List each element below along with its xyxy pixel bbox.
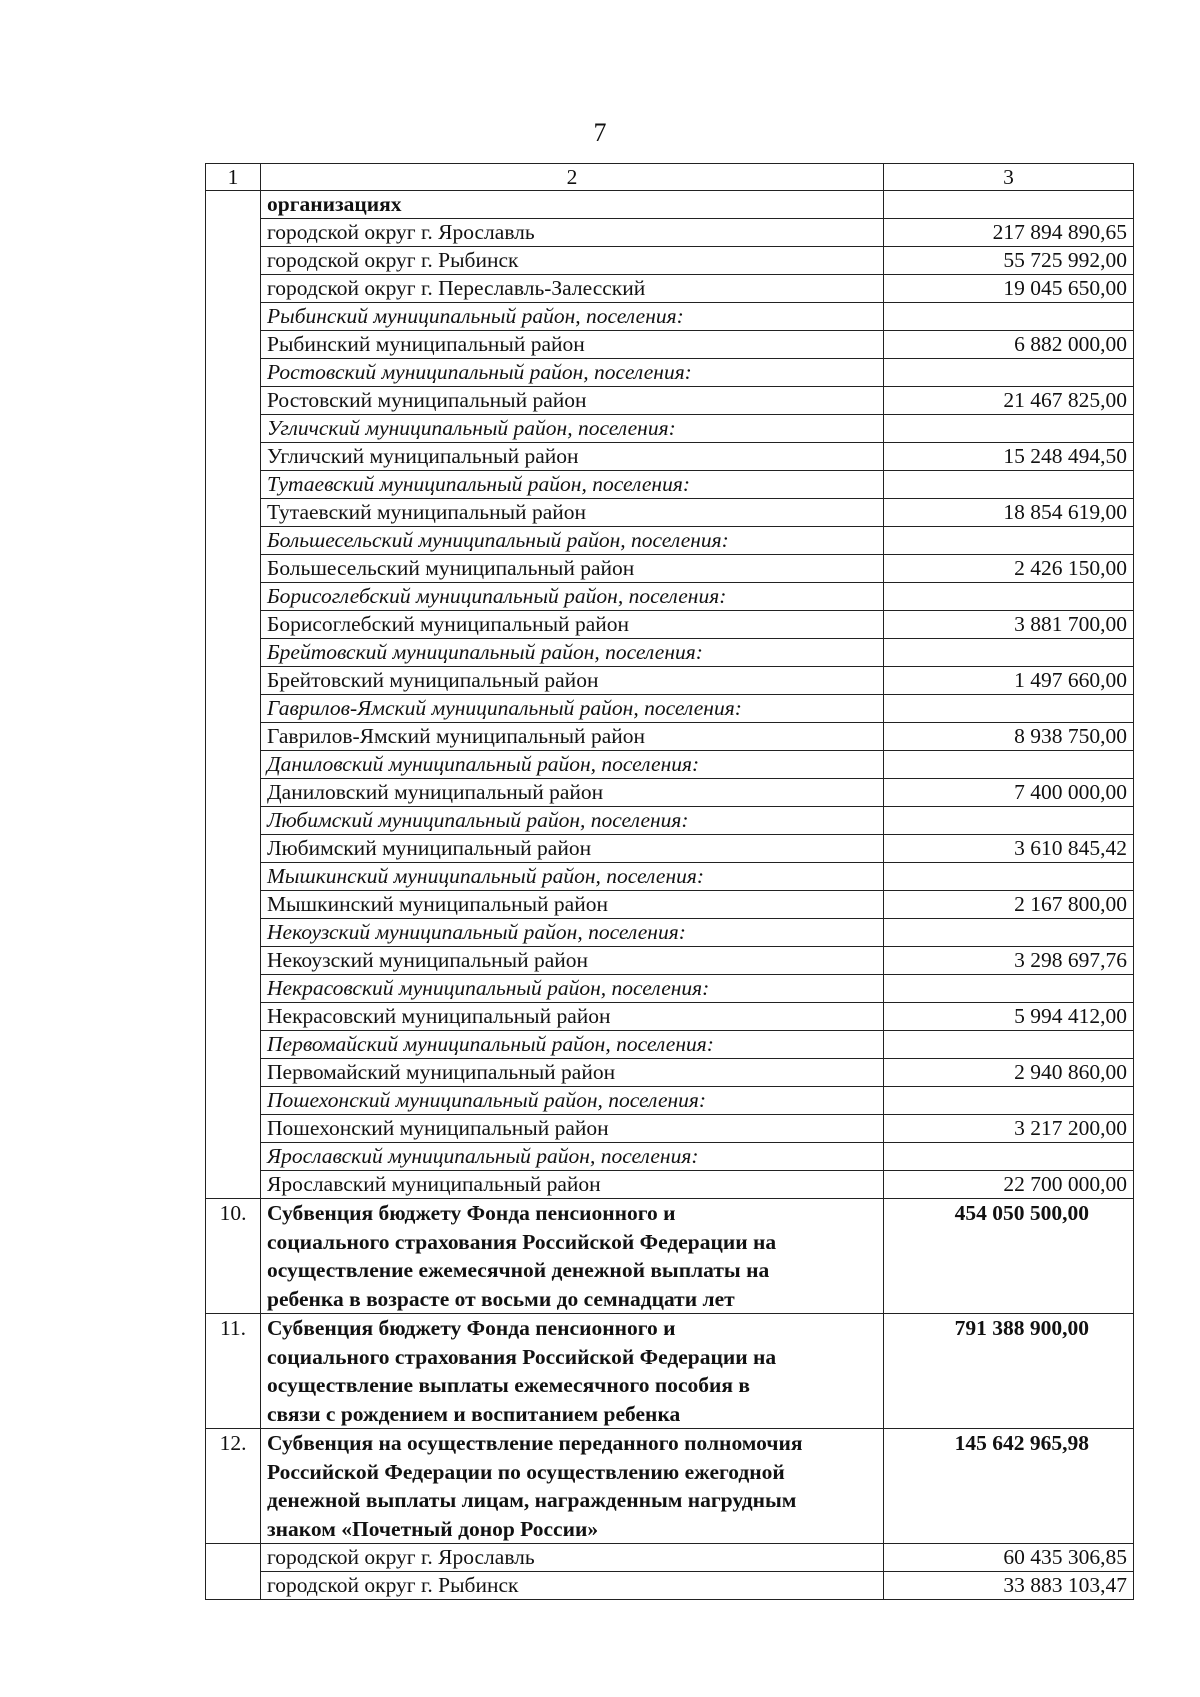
territory-name: Некрасовский муниципальный район: [261, 1003, 884, 1031]
district-group-heading: Борисоглебский муниципальный район, поселения:: [261, 583, 884, 611]
column-header-2: 2: [261, 164, 884, 191]
item-title-line: социального страхования Российской Федерации на: [267, 1344, 777, 1369]
item-total-amount: 145 642 965,98: [884, 1429, 1134, 1544]
row-number-cell: [206, 611, 261, 639]
amount-cell: 1 497 660,00: [884, 667, 1134, 695]
amount-cell: 2 426 150,00: [884, 555, 1134, 583]
amount-cell: [884, 359, 1134, 387]
table-row: [206, 975, 1134, 1003]
table-row: [206, 331, 1134, 359]
amount-cell: 3 610 845,42: [884, 835, 1134, 863]
table-row: [206, 415, 1134, 443]
territory-name: городской округ г. Переславль-Залесский: [261, 275, 884, 303]
territory-name: Угличский муниципальный район: [261, 443, 884, 471]
territory-name: организациях: [261, 191, 884, 219]
amount-cell: 21 467 825,00: [884, 387, 1134, 415]
table-row: [206, 835, 1134, 863]
table-row: [206, 1143, 1134, 1171]
table-row: [206, 527, 1134, 555]
row-number-cell: [206, 583, 261, 611]
table-row: [206, 555, 1134, 583]
row-number-cell: [206, 1544, 261, 1572]
item-title-line: связи с рождением и воспитанием ребенка: [267, 1401, 681, 1426]
row-number-cell: [206, 835, 261, 863]
territory-name: Пошехонский муниципальный район: [261, 1115, 884, 1143]
territory-name: городской округ г. Ярославль: [261, 1544, 884, 1572]
table-row: [206, 1572, 1134, 1600]
table-row: [206, 807, 1134, 835]
amount-cell: [884, 695, 1134, 723]
amount-cell: 18 854 619,00: [884, 499, 1134, 527]
row-number-cell: [206, 219, 261, 247]
subvention-item-row: [206, 1199, 1134, 1314]
amount-cell: 217 894 890,65: [884, 219, 1134, 247]
row-number-cell: [206, 1003, 261, 1031]
table-row: [206, 891, 1134, 919]
table-row: [206, 471, 1134, 499]
amount-cell: [884, 583, 1134, 611]
table-row: [206, 359, 1134, 387]
territory-name: Большесельский муниципальный район: [261, 555, 884, 583]
territory-name: Первомайский муниципальный район: [261, 1059, 884, 1087]
row-number-cell: [206, 1143, 261, 1171]
district-group-heading: Гаврилов-Ямский муниципальный район, поселения:: [261, 695, 884, 723]
territory-name: Борисоглебский муниципальный район: [261, 611, 884, 639]
amount-cell: 3 298 697,76: [884, 947, 1134, 975]
row-number-cell: [206, 667, 261, 695]
amount-cell: 3 217 200,00: [884, 1115, 1134, 1143]
amount-cell: [884, 639, 1134, 667]
district-group-heading: Тутаевский муниципальный район, поселения:: [261, 471, 884, 499]
table-row: [206, 695, 1134, 723]
table-row: [206, 667, 1134, 695]
table-row: [206, 1003, 1134, 1031]
amount-cell: [884, 975, 1134, 1003]
table-row: [206, 191, 1134, 219]
table-row: [206, 1059, 1134, 1087]
amount-cell: 55 725 992,00: [884, 247, 1134, 275]
table-row: [206, 387, 1134, 415]
territory-name: Некоузский муниципальный район: [261, 947, 884, 975]
item-title-line: ребенка в возрасте от восьми до семнадцати лет: [267, 1286, 735, 1311]
amount-cell: 8 938 750,00: [884, 723, 1134, 751]
amount-cell: [884, 303, 1134, 331]
territory-name: городской округ г. Ярославль: [261, 219, 884, 247]
row-number-cell: [206, 1572, 261, 1600]
amount-cell: [884, 863, 1134, 891]
row-number-cell: [206, 359, 261, 387]
table-header-row: [206, 164, 1134, 191]
row-number-cell: [206, 919, 261, 947]
amount-cell: [884, 415, 1134, 443]
subvention-item-row: [206, 1429, 1134, 1544]
row-number-cell: [206, 303, 261, 331]
subvention-item-row: [206, 1314, 1134, 1429]
row-number-cell: [206, 471, 261, 499]
table-row: [206, 499, 1134, 527]
table-row: [206, 639, 1134, 667]
row-number-cell: [206, 779, 261, 807]
item-title: [261, 1314, 884, 1429]
amount-cell: [884, 1031, 1134, 1059]
row-number-cell: [206, 191, 261, 219]
table-row: [206, 1115, 1134, 1143]
district-group-heading: Первомайский муниципальный район, поселения:: [261, 1031, 884, 1059]
table-row: [206, 247, 1134, 275]
table-row: [206, 275, 1134, 303]
district-group-heading: Пошехонский муниципальный район, поселения:: [261, 1087, 884, 1115]
amount-cell: [884, 527, 1134, 555]
table-row: [206, 219, 1134, 247]
row-number-cell: [206, 695, 261, 723]
item-total-amount: 791 388 900,00: [884, 1314, 1134, 1429]
row-number-cell: [206, 639, 261, 667]
amount-cell: 19 045 650,00: [884, 275, 1134, 303]
row-number-cell: [206, 499, 261, 527]
row-number-cell: [206, 947, 261, 975]
item-title-line: Субвенция бюджету Фонда пенсионного и: [267, 1201, 676, 1225]
territory-name: Даниловский муниципальный район: [261, 779, 884, 807]
item-title-line: денежной выплаты лицам, награжденным нагрудным: [267, 1488, 797, 1512]
territory-name: Мышкинский муниципальный район: [261, 891, 884, 919]
row-number-cell: [206, 555, 261, 583]
item-number: 12.: [206, 1429, 261, 1544]
amount-cell: [884, 1143, 1134, 1171]
item-total-amount: 454 050 500,00: [884, 1199, 1134, 1314]
column-header-3: 3: [884, 164, 1134, 191]
row-number-cell: [206, 723, 261, 751]
item-title-line: осуществление выплаты ежемесячного пособия в: [267, 1373, 751, 1397]
territory-name: Гаврилов-Ямский муниципальный район: [261, 723, 884, 751]
territory-name: Рыбинский муниципальный район: [261, 331, 884, 359]
item-number: 10.: [206, 1199, 261, 1314]
amount-cell: 60 435 306,85: [884, 1544, 1134, 1572]
item-title-line: Субвенция бюджету Фонда пенсионного и: [267, 1316, 676, 1340]
table-row: [206, 583, 1134, 611]
page-number: 7: [593, 118, 607, 147]
row-number-cell: [206, 247, 261, 275]
territory-name: Брейтовский муниципальный район: [261, 667, 884, 695]
amount-cell: 2 167 800,00: [884, 891, 1134, 919]
row-number-cell: [206, 1031, 261, 1059]
table-row: [206, 1544, 1134, 1572]
subvention-table: [205, 163, 1134, 1600]
district-group-heading: Ростовский муниципальный район, поселения:: [261, 359, 884, 387]
table-row: [206, 1031, 1134, 1059]
row-number-cell: [206, 527, 261, 555]
table-row: [206, 919, 1134, 947]
row-number-cell: [206, 1115, 261, 1143]
district-group-heading: Рыбинский муниципальный район, поселения:: [261, 303, 884, 331]
table-row: [206, 443, 1134, 471]
district-group-heading: Большесельский муниципальный район, поселения:: [261, 527, 884, 555]
table-row: [206, 1087, 1134, 1115]
table-row: [206, 303, 1134, 331]
territory-name: Ростовский муниципальный район: [261, 387, 884, 415]
table-row: [206, 1171, 1134, 1199]
item-title-line: Субвенция на осуществление переданного полномочия: [267, 1431, 803, 1455]
row-number-cell: [206, 863, 261, 891]
amount-cell: [884, 1087, 1134, 1115]
territory-name: Ярославский муниципальный район: [261, 1171, 884, 1199]
row-number-cell: [206, 1087, 261, 1115]
territory-name: Любимский муниципальный район: [261, 835, 884, 863]
table-row: [206, 751, 1134, 779]
amount-cell: 3 881 700,00: [884, 611, 1134, 639]
amount-cell: [884, 919, 1134, 947]
amount-cell: 6 882 000,00: [884, 331, 1134, 359]
item-title-line: знаком «Почетный донор России»: [267, 1516, 599, 1541]
row-number-cell: [206, 387, 261, 415]
row-number-cell: [206, 807, 261, 835]
territory-name: городской округ г. Рыбинск: [261, 1572, 884, 1600]
column-header-1: 1: [206, 164, 261, 191]
district-group-heading: Даниловский муниципальный район, поселения:: [261, 751, 884, 779]
amount-cell: [884, 751, 1134, 779]
district-group-heading: Некрасовский муниципальный район, поселения:: [261, 975, 884, 1003]
row-number-cell: [206, 275, 261, 303]
territory-name: Тутаевский муниципальный район: [261, 499, 884, 527]
row-number-cell: [206, 751, 261, 779]
district-group-heading: Любимский муниципальный район, поселения:: [261, 807, 884, 835]
item-title-line: социального страхования Российской Федерации на: [267, 1229, 777, 1254]
item-title: [261, 1199, 884, 1314]
amount-cell: 5 994 412,00: [884, 1003, 1134, 1031]
amount-cell: 33 883 103,47: [884, 1572, 1134, 1600]
amount-cell: 22 700 000,00: [884, 1171, 1134, 1199]
amount-cell: 15 248 494,50: [884, 443, 1134, 471]
territory-name: городской округ г. Рыбинск: [261, 247, 884, 275]
amount-cell: [884, 471, 1134, 499]
district-group-heading: Ярославский муниципальный район, поселения:: [261, 1143, 884, 1171]
row-number-cell: [206, 415, 261, 443]
row-number-cell: [206, 1059, 261, 1087]
row-number-cell: [206, 975, 261, 1003]
amount-cell: 7 400 000,00: [884, 779, 1134, 807]
district-group-heading: Некоузский муниципальный район, поселения:: [261, 919, 884, 947]
amount-cell: 2 940 860,00: [884, 1059, 1134, 1087]
table-row: [206, 723, 1134, 751]
table-row: [206, 779, 1134, 807]
table-row: [206, 947, 1134, 975]
district-group-heading: Мышкинский муниципальный район, поселения:: [261, 863, 884, 891]
item-title: [261, 1429, 884, 1544]
row-number-cell: [206, 891, 261, 919]
table-row: [206, 611, 1134, 639]
amount-cell: [884, 191, 1134, 219]
district-group-heading: Угличский муниципальный район, поселения:: [261, 415, 884, 443]
item-title-line: осуществление ежемесячной денежной выплаты на: [267, 1258, 770, 1282]
row-number-cell: [206, 331, 261, 359]
item-number: 11.: [206, 1314, 261, 1429]
item-title-line: Российской Федерации по осуществлению ежегодной: [267, 1459, 785, 1484]
row-number-cell: [206, 443, 261, 471]
amount-cell: [884, 807, 1134, 835]
row-number-cell: [206, 1171, 261, 1199]
district-group-heading: Брейтовский муниципальный район, поселения:: [261, 639, 884, 667]
table-row: [206, 863, 1134, 891]
